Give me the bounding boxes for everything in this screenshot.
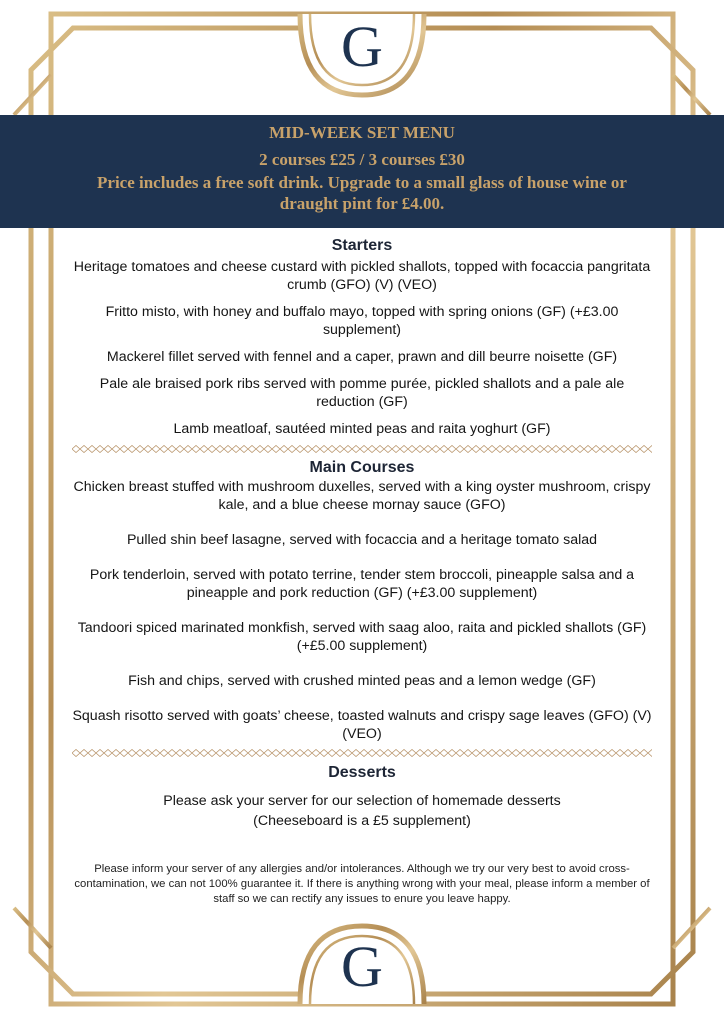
cheeseboard-note: (Cheeseboard is a £5 supplement) — [253, 813, 471, 829]
main-item: Fish and chips, served with crushed minted peas and a lemon wedge (GF) — [128, 673, 596, 689]
menu-title: MID-WEEK SET MENU — [269, 123, 455, 142]
mains-heading: Main Courses — [309, 459, 415, 476]
section-divider — [72, 445, 652, 453]
starters-heading: Starters — [331, 237, 393, 254]
starter-item: Heritage tomatoes and cheese custard with pickled shallots, topped with focaccia pangritata crumb (GFO) (V) (VEO) — [73, 259, 651, 293]
main-item: Pulled shin beef lasagne, served with focaccia and a heritage tomato salad — [126, 532, 598, 548]
menu-content — [70, 236, 654, 831]
desserts-heading: Desserts — [328, 764, 396, 781]
allergy-footnote: Please inform your server of any allergies and/or intolerances. Although we try our very best to avoid cross-contamination, we can not 100% guarantee it. If there is anything wrong with your meal, please inform a member of staff so we can rectify any issues to enure you leave happy. — [74, 863, 650, 905]
bottom-logo — [322, 934, 402, 999]
starter-item: Mackerel fillet served with fennel and a caper, prawn and dill beurre noisette (GF) — [106, 349, 618, 365]
starter-item: Lamb meatloaf, sautéed minted peas and raita yoghurt (GF) — [173, 421, 551, 437]
starter-item: Pale ale braised pork ribs served with pomme purée, pickled shallots and a pale ale reduction (GF) — [99, 376, 625, 410]
top-logo — [322, 14, 402, 79]
header-banner — [0, 115, 724, 228]
section-divider — [72, 749, 652, 757]
desserts-note: Please ask your server for our selection of homemade desserts — [163, 793, 561, 809]
main-item: Tandoori spiced marinated monkfish, served with saag aloo, raita and pickled shallots (GF) (+£5.00 supplement) — [77, 620, 647, 654]
drink-note: Price includes a free soft drink. Upgrade to a small glass of house wine or draught pint for £4.00. — [97, 173, 627, 213]
logo-letter-bottom: G — [341, 934, 383, 999]
price-line: 2 courses £25 / 3 courses £30 — [259, 150, 465, 169]
main-item: Squash risotto served with goats’ cheese, toasted walnuts and crispy sage leaves (GFO) (V) (VEO) — [72, 708, 652, 742]
main-item: Pork tenderloin, served with potato terrine, tender stem broccoli, pineapple salsa and a pineapple and pork reduction (GF) (+£3.00 supplement) — [89, 567, 635, 601]
logo-letter-top: G — [341, 14, 383, 79]
starter-item: Fritto misto, with honey and buffalo mayo, topped with spring onions (GF) (+£3.00 supplement) — [105, 304, 619, 338]
main-item: Chicken breast stuffed with mushroom duxelles, served with a king oyster mushroom, crispy kale, and a blue cheese mornay sauce (GFO) — [73, 479, 651, 513]
